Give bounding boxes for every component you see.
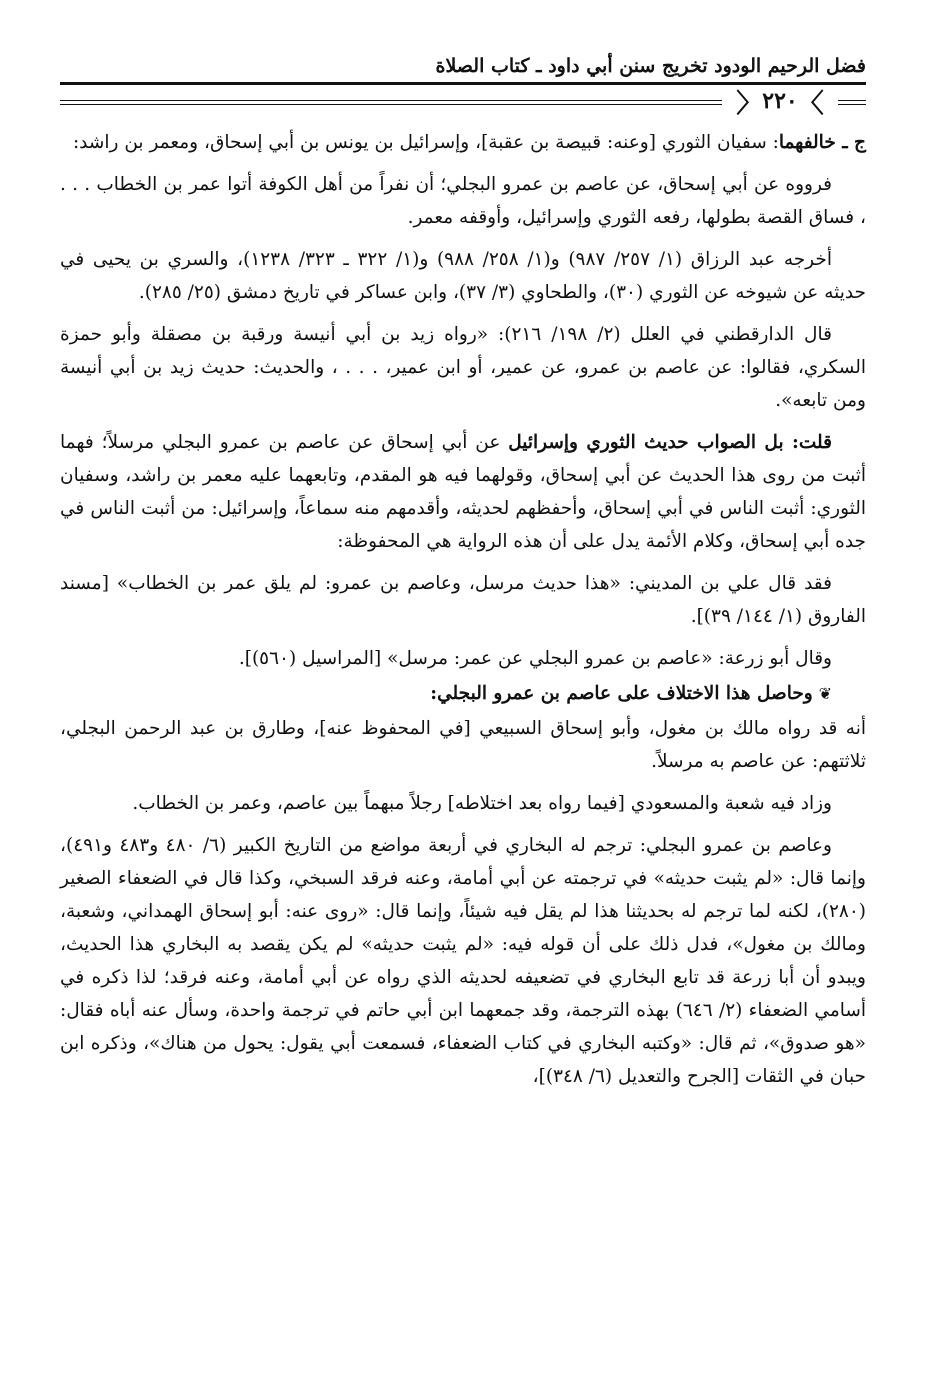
paragraph-text: : سفيان الثوري [وعنه: قبيصة بن عقبة]، وإسرائيل بن يونس بن أبي إسحاق، ومعمر بن راشد: [72, 132, 779, 153]
ornament-line [60, 104, 722, 105]
ornament-line [60, 100, 722, 101]
bracket-right-icon: 〉 [797, 88, 824, 119]
paragraph: وعاصم بن عمرو البجلي: ترجم له البخاري في أربعة مواضع من التاريخ الكبير (٦/ ٤٨٠ و٤٨٣ و٤٩١)، وإنما قال: «لم يثبت حديثه» في ترجمته عن أبي أمامة، وعنه فرقد السبخي، وكذا قال في الضعفاء الصغير (٢٨٠)، لكنه لما ترجم له بحديثنا هذا لم يقل فيه شيئاً، وإنما قال: «روى عنه: أبو إسحاق الهمداني، وشعبة، ومالك بن مغول»، فدل ذلك على أن قوله فيه: «لم يثبت حديثه» لم يكن يقصد به البخاري هذا الحديث، ويبدو أن أبا زرعة قد تابع البخاري في تضعيفه لحديثه الذي رواه عن أبي أمامة، وعنه فرقد؛ لذا ذكره في أسامي الضعفاء (٢/ ٦٤٦) بهذه الترجمة، وقد جمعهما ابن أبي حاتم في ترجمة واحدة، وسأل عنه أباه فقال: «هو صدوق»، ثم قال: «وكتبه البخاري في كتاب الضعفاء، فسمعت أبي يقول: يحول من هناك»، وذكره ابن حبان في الثقات [الجرح والتعديل (٦/ ٣٤٨)]، [60, 835, 867, 1087]
ornament-line [838, 100, 866, 101]
page-header [60, 54, 866, 119]
page-number: ٢٢٠ [762, 88, 798, 114]
page-body [60, 126, 866, 1102]
paragraph [60, 426, 866, 558]
paragraph-lead: ج ـ خالفهما [778, 132, 866, 153]
paragraph: وقال أبو زرعة: «عاصم بن عمرو البجلي عن عمر: مرسل» [المراسيل (٥٦٠)]. [238, 648, 832, 669]
paragraph-lead: قلت: بل الصواب حديث الثوري وإسرائيل [508, 432, 832, 453]
paragraph: فقد قال علي بن المديني: «هذا حديث مرسل، وعاصم بن عمرو: لم يلق عمر بن الخطاب» [مسند الفاروق (١/ ١٤٤/ ٣٩)]. [60, 573, 866, 627]
page-number-badge [728, 88, 832, 119]
paragraph-text: عن أبي إسحاق عن عاصم بن عمرو البجلي مرسلاً؛ فهما أثبت من روى هذا الحديث عن أبي إسحاق، وقولهما فيه هو المقدم، وتابعهما عليه معمر بن راشد، وسفيان الثوري: أثبت الناس في أبي إسحاق، وأحفظهم لحديثه، وأقدمهم منه سماعاً، وإسرائيل: من أثبت الناس في جده أبي إسحاق، وكلام الأئمة يدل على أن هذه الرواية هي المحفوظة: [60, 432, 866, 552]
paragraph: أنه قد رواه مالك بن مغول، وأبو إسحاق السبيعي [في المحفوظ عنه]، وطارق بن عبد الرحمن البجلي، ثلاثتهم: عن عاصم به مرسلاً. [60, 718, 866, 772]
section-heading [60, 677, 866, 710]
paragraph: فرووه عن أبي إسحاق، عن عاصم بن عمرو البجلي؛ أن نفراً من أهل الكوفة أتوا عمر بن الخطاب . . . ، فساق القصة بطولها، رفعه الثوري وإسرائيل، وأوقفه معمر. [60, 174, 866, 228]
ornament-line [838, 104, 866, 105]
paragraph: أخرجه عبد الرزاق (١/ ٢٥٧/ ٩٨٧) و(١/ ٢٥٨/ ٩٨٨) و(١/ ٣٢٢ ـ ٣٢٣/ ١٢٣٨)، والسري بن يحيى في حديثه عن شيوخه عن الثوري (٣٠)، والطحاوي (٣/ ٣٧)، وابن عساكر في تاريخ دمشق (٢٥/ ٢٨٥). [60, 249, 866, 303]
paragraph [60, 126, 866, 159]
bracket-left-icon: 〈 [736, 88, 763, 119]
running-title: فضل الرحيم الودود تخريج سنن أبي داود ـ كتاب الصلاة [435, 55, 866, 77]
paragraph: قال الدارقطني في العلل (٢/ ١٩٨/ ٢١٦): «رواه زيد بن أبي أنيسة ورقبة بن مصقلة وأبو حمزة السكري، فقالوا: عن عاصم بن عمرو، عن عمير، أو ابن عمير، . . . ، والحديث: حديث زيد بن أبي أنيسة ومن تابعه». [60, 324, 866, 411]
paragraph: وزاد فيه شعبة والمسعودي [فيما رواه بعد اختلاطه] رجلاً مبهماً بين عاصم، وعمر بن الخطاب. [132, 793, 832, 814]
leaf-ornament-icon: ❦ [818, 684, 832, 703]
section-heading-text: وحاصل هذا الاختلاف على عاصم بن عمرو البجلي: [430, 683, 813, 704]
